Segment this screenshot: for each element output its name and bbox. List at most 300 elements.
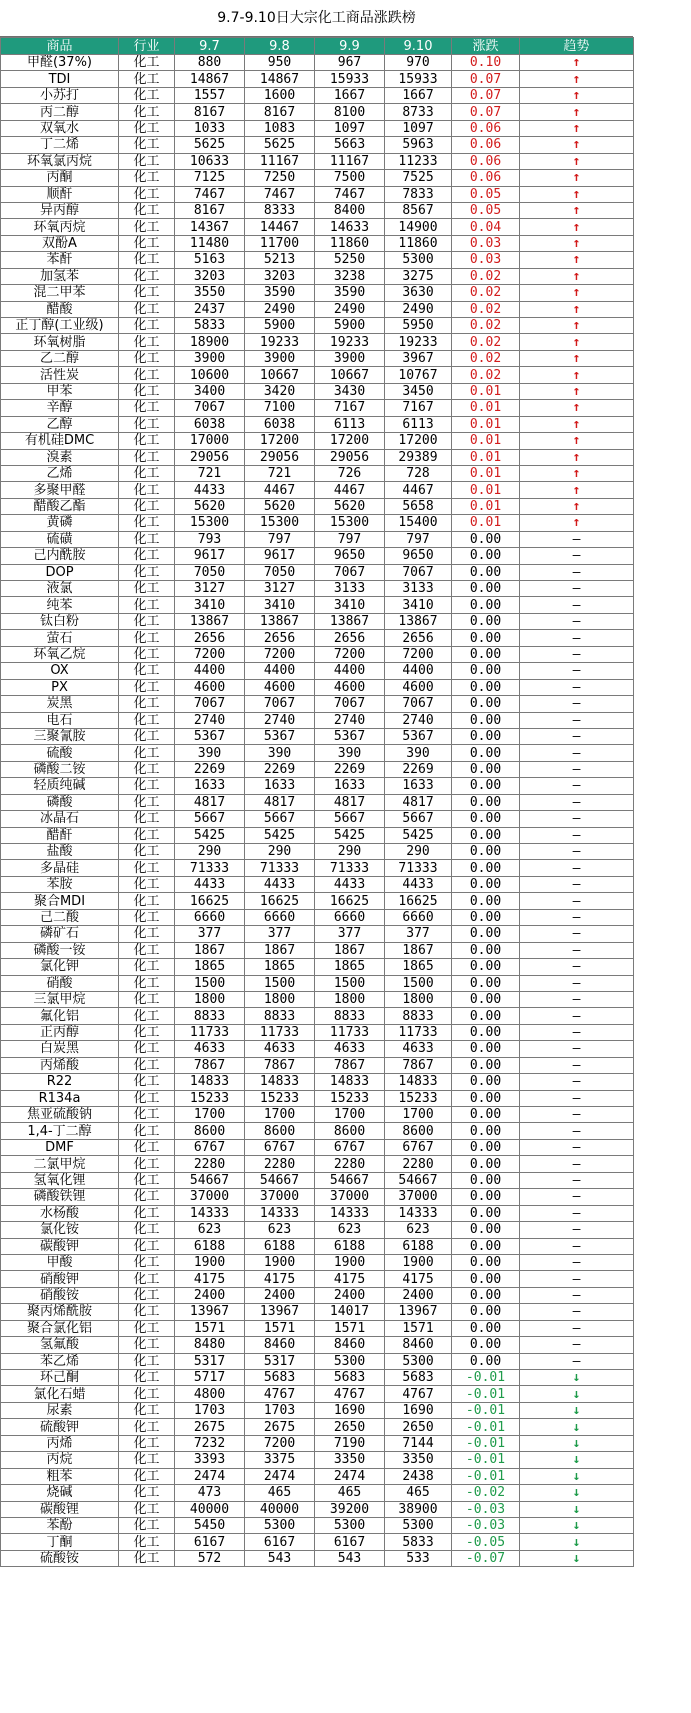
price-day-1: 473 [175,1485,245,1501]
change-value: 0.02 [452,334,520,350]
trend-cell [520,416,634,432]
commodity-name: 粗苯 [1,1468,119,1484]
trend-flat-dash-icon: – [572,1008,581,1024]
trend-cell [520,696,634,712]
industry: 化工 [119,1107,175,1123]
price-day-4: 5300 [385,1517,452,1533]
price-day-3: 14633 [315,219,385,235]
price-day-1: 3127 [175,581,245,597]
price-day-1: 3400 [175,383,245,399]
header-date-2: 9.8 [245,38,315,55]
price-day-4: 5667 [385,811,452,827]
price-day-1: 14367 [175,219,245,235]
commodity-name: 醋酸乙酯 [1,498,119,514]
trend-up-arrow-icon: ↑ [572,186,581,202]
price-day-1: 5450 [175,1517,245,1533]
trend-cell [520,1386,634,1402]
table-row [1,597,634,613]
table-row [1,827,634,843]
change-value: 0.00 [452,926,520,942]
price-day-4: 7067 [385,564,452,580]
price-day-2: 2740 [245,712,315,728]
price-day-3: 3238 [315,268,385,284]
price-day-2: 623 [245,1222,315,1238]
price-day-4: 5367 [385,728,452,744]
price-day-1: 1865 [175,959,245,975]
trend-flat-dash-icon: – [572,1090,581,1106]
price-day-4: 728 [385,465,452,481]
price-day-1: 6188 [175,1238,245,1254]
price-day-1: 5667 [175,811,245,827]
trend-cell [520,1435,634,1451]
industry: 化工 [119,1123,175,1139]
industry: 化工 [119,1074,175,1090]
commodity-name: R134a [1,1090,119,1106]
commodity-name: 磷酸铁锂 [1,1189,119,1205]
price-day-3: 7867 [315,1057,385,1073]
trend-cell [520,87,634,103]
trend-cell [520,728,634,744]
trend-flat-dash-icon: – [572,975,581,991]
change-value: 0.00 [452,942,520,958]
price-day-4: 5683 [385,1370,452,1386]
change-value: 0.00 [452,893,520,909]
price-day-3: 7167 [315,400,385,416]
change-value: 0.00 [452,728,520,744]
trend-up-arrow-icon: ↑ [572,236,581,252]
commodity-name: 辛醇 [1,400,119,416]
price-day-1: 5367 [175,728,245,744]
price-day-1: 7232 [175,1435,245,1451]
commodity-name: 焦亚硫酸钠 [1,1107,119,1123]
table-row [1,202,634,218]
price-day-4: 2490 [385,301,452,317]
industry: 化工 [119,909,175,925]
price-day-2: 9617 [245,548,315,564]
industry: 化工 [119,794,175,810]
commodity-name: 氯化石蜡 [1,1386,119,1402]
table-row [1,318,634,334]
trend-flat-dash-icon: – [572,909,581,925]
price-day-1: 6167 [175,1534,245,1550]
price-day-4: 2280 [385,1156,452,1172]
price-day-4: 4175 [385,1271,452,1287]
industry: 化工 [119,334,175,350]
price-day-2: 7067 [245,696,315,712]
price-day-2: 5620 [245,498,315,514]
industry: 化工 [119,318,175,334]
table-row [1,482,634,498]
price-day-4: 15933 [385,71,452,87]
price-day-3: 10667 [315,367,385,383]
price-day-2: 465 [245,1485,315,1501]
change-value: -0.01 [452,1435,520,1451]
table-row [1,449,634,465]
price-day-3: 8460 [315,1337,385,1353]
change-value: 0.00 [452,597,520,613]
commodity-name: 己二酸 [1,909,119,925]
price-day-2: 2656 [245,630,315,646]
price-day-2: 1865 [245,959,315,975]
price-day-2: 797 [245,531,315,547]
table-row [1,120,634,136]
commodity-name: R22 [1,1074,119,1090]
price-day-2: 4633 [245,1041,315,1057]
table-row [1,778,634,794]
trend-flat-dash-icon: – [572,1304,581,1320]
price-day-4: 2740 [385,712,452,728]
trend-cell [520,1074,634,1090]
price-day-2: 13867 [245,613,315,629]
commodity-name: 苯胺 [1,876,119,892]
price-day-1: 1700 [175,1107,245,1123]
table-row [1,1485,634,1501]
price-day-2: 3375 [245,1452,315,1468]
commodity-name: 氯化铵 [1,1222,119,1238]
trend-flat-dash-icon: – [572,679,581,695]
table-row [1,1139,634,1155]
table-row [1,1107,634,1123]
price-day-2: 3127 [245,581,315,597]
trend-cell [520,548,634,564]
price-day-2: 4600 [245,679,315,695]
industry: 化工 [119,1485,175,1501]
table-row [1,581,634,597]
price-day-2: 377 [245,926,315,942]
price-day-2: 7200 [245,646,315,662]
price-day-1: 13967 [175,1304,245,1320]
change-value: 0.00 [452,827,520,843]
table-row [1,745,634,761]
price-day-2: 5367 [245,728,315,744]
change-value: 0.02 [452,285,520,301]
price-day-3: 71333 [315,860,385,876]
table-row [1,1172,634,1188]
industry: 化工 [119,827,175,843]
trend-up-arrow-icon: ↑ [572,252,581,268]
price-day-2: 3410 [245,597,315,613]
commodity-name: 聚合氯化铝 [1,1320,119,1336]
price-day-3: 29056 [315,449,385,465]
change-value: -0.01 [452,1468,520,1484]
trend-flat-dash-icon: – [572,663,581,679]
price-day-1: 40000 [175,1501,245,1517]
table-title: 9.7-9.10日大宗化工商品涨跌榜 [0,0,633,37]
price-day-3: 1571 [315,1320,385,1336]
commodity-name: 氢氟酸 [1,1337,119,1353]
table-row [1,1304,634,1320]
trend-up-arrow-icon: ↑ [572,466,581,482]
trend-cell [520,679,634,695]
change-value: 0.00 [452,581,520,597]
industry: 化工 [119,1550,175,1566]
commodity-name: 活性炭 [1,367,119,383]
price-day-3: 465 [315,1485,385,1501]
price-day-4: 15233 [385,1090,452,1106]
table-row [1,104,634,120]
industry: 化工 [119,1517,175,1533]
trend-cell [520,433,634,449]
header-change: 涨跌 [452,38,520,55]
price-day-1: 7867 [175,1057,245,1073]
change-value: 0.00 [452,613,520,629]
trend-cell [520,1041,634,1057]
commodity-name: 黄磷 [1,515,119,531]
price-day-4: 2650 [385,1419,452,1435]
commodity-name: TDI [1,71,119,87]
price-day-2: 8460 [245,1337,315,1353]
industry: 化工 [119,1008,175,1024]
industry: 化工 [119,1501,175,1517]
price-day-3: 8600 [315,1123,385,1139]
commodity-name: OX [1,663,119,679]
price-day-1: 1500 [175,975,245,991]
trend-cell [520,252,634,268]
table-row [1,1287,634,1303]
price-day-2: 15300 [245,515,315,531]
industry: 化工 [119,1172,175,1188]
table-row [1,564,634,580]
trend-cell [520,1337,634,1353]
price-day-3: 11167 [315,153,385,169]
price-day-4: 2656 [385,630,452,646]
industry: 化工 [119,581,175,597]
table-row [1,71,634,87]
price-day-1: 2675 [175,1419,245,1435]
industry: 化工 [119,55,175,71]
trend-cell [520,1090,634,1106]
trend-down-arrow-icon: ↓ [572,1551,581,1567]
change-value: 0.00 [452,975,520,991]
price-day-1: 793 [175,531,245,547]
table-row [1,515,634,531]
industry: 化工 [119,663,175,679]
price-day-2: 3900 [245,350,315,366]
change-value: 0.00 [452,1320,520,1336]
price-day-3: 377 [315,926,385,942]
price-day-4: 4600 [385,679,452,695]
commodity-name: 氯化钾 [1,959,119,975]
price-day-1: 13867 [175,613,245,629]
change-value: -0.01 [452,1386,520,1402]
trend-cell [520,1353,634,1369]
price-day-4: 1571 [385,1320,452,1336]
commodity-name: 溴素 [1,449,119,465]
price-day-3: 37000 [315,1189,385,1205]
change-value: 0.01 [452,465,520,481]
table-row [1,548,634,564]
table-row [1,153,634,169]
commodity-name: 三氯甲烷 [1,991,119,1007]
commodity-name: 双氧水 [1,120,119,136]
trend-cell [520,1123,634,1139]
price-day-2: 19233 [245,334,315,350]
table-row [1,926,634,942]
price-day-4: 3967 [385,350,452,366]
industry: 化工 [119,416,175,432]
price-day-3: 3350 [315,1452,385,1468]
change-value: 0.07 [452,87,520,103]
change-value: 0.00 [452,778,520,794]
change-value: 0.02 [452,301,520,317]
industry: 化工 [119,120,175,136]
price-day-3: 2490 [315,301,385,317]
table-row [1,334,634,350]
trend-flat-dash-icon: – [572,1255,581,1271]
price-day-1: 3550 [175,285,245,301]
price-day-2: 1571 [245,1320,315,1336]
trend-cell [520,959,634,975]
trend-cell [520,844,634,860]
price-day-3: 2656 [315,630,385,646]
trend-flat-dash-icon: – [572,1123,581,1139]
trend-flat-dash-icon: – [572,729,581,745]
industry: 化工 [119,1024,175,1040]
price-day-4: 390 [385,745,452,761]
price-day-3: 14833 [315,1074,385,1090]
table-row [1,87,634,103]
price-day-4: 54667 [385,1172,452,1188]
change-value: 0.00 [452,712,520,728]
trend-up-arrow-icon: ↑ [572,318,581,334]
price-day-4: 1867 [385,942,452,958]
price-day-2: 390 [245,745,315,761]
price-day-1: 377 [175,926,245,942]
table-row [1,416,634,432]
change-value: 0.00 [452,1238,520,1254]
industry: 化工 [119,186,175,202]
industry: 化工 [119,531,175,547]
trend-up-arrow-icon: ↑ [572,334,581,350]
trend-down-arrow-icon: ↓ [572,1485,581,1501]
price-day-4: 4767 [385,1386,452,1402]
change-value: 0.00 [452,1008,520,1024]
price-day-3: 5300 [315,1353,385,1369]
commodity-name: 硝酸 [1,975,119,991]
commodity-name: 丙酮 [1,170,119,186]
price-day-4: 1500 [385,975,452,991]
commodity-name: 丙烯 [1,1435,119,1451]
trend-cell [520,120,634,136]
price-day-3: 2280 [315,1156,385,1172]
trend-cell [520,811,634,827]
table-row [1,350,634,366]
price-day-2: 17200 [245,433,315,449]
commodity-name: 丙烷 [1,1452,119,1468]
table-row [1,1435,634,1451]
trend-flat-dash-icon: – [572,696,581,712]
table-row [1,1452,634,1468]
price-day-4: 4433 [385,876,452,892]
trend-up-arrow-icon: ↑ [572,219,581,235]
trend-flat-dash-icon: – [572,1172,581,1188]
price-day-2: 1900 [245,1254,315,1270]
price-day-4: 533 [385,1550,452,1566]
trend-cell [520,712,634,728]
commodity-name: 磷矿石 [1,926,119,942]
price-day-3: 1667 [315,87,385,103]
price-day-1: 15233 [175,1090,245,1106]
price-day-3: 11860 [315,235,385,251]
price-day-1: 8833 [175,1008,245,1024]
change-value: 0.01 [452,400,520,416]
price-day-1: 4175 [175,1271,245,1287]
price-day-2: 7250 [245,170,315,186]
change-value: 0.02 [452,367,520,383]
trend-cell [520,1024,634,1040]
price-day-4: 16625 [385,893,452,909]
price-day-1: 7125 [175,170,245,186]
price-day-3: 5900 [315,318,385,334]
price-day-3: 13867 [315,613,385,629]
trend-flat-dash-icon: – [572,926,581,942]
price-day-4: 4633 [385,1041,452,1057]
table-row [1,1090,634,1106]
price-day-4: 1900 [385,1254,452,1270]
price-day-2: 5683 [245,1370,315,1386]
price-day-1: 8167 [175,104,245,120]
trend-up-arrow-icon: ↑ [572,88,581,104]
price-day-1: 7200 [175,646,245,662]
price-day-3: 7500 [315,170,385,186]
price-day-1: 4600 [175,679,245,695]
price-day-4: 14833 [385,1074,452,1090]
trend-up-arrow-icon: ↑ [572,137,581,153]
industry: 化工 [119,1254,175,1270]
commodity-name: 丁酮 [1,1534,119,1550]
price-day-3: 5425 [315,827,385,843]
trend-cell [520,860,634,876]
price-day-2: 14867 [245,71,315,87]
change-value: 0.05 [452,202,520,218]
trend-cell [520,268,634,284]
trend-up-arrow-icon: ↑ [572,482,581,498]
change-value: 0.10 [452,55,520,71]
trend-flat-dash-icon: – [572,811,581,827]
trend-cell [520,1238,634,1254]
price-day-2: 543 [245,1550,315,1566]
industry: 化工 [119,942,175,958]
price-day-4: 5963 [385,137,452,153]
price-day-2: 5300 [245,1517,315,1533]
trend-cell [520,1468,634,1484]
price-day-1: 1033 [175,120,245,136]
table-row [1,252,634,268]
price-day-4: 2269 [385,761,452,777]
price-day-2: 1500 [245,975,315,991]
change-value: 0.00 [452,844,520,860]
trend-up-arrow-icon: ↑ [572,416,581,432]
trend-flat-dash-icon: – [572,942,581,958]
price-day-1: 7067 [175,400,245,416]
table-row [1,1123,634,1139]
trend-flat-dash-icon: – [572,1205,581,1221]
price-day-2: 1633 [245,778,315,794]
trend-flat-dash-icon: – [572,844,581,860]
table-row [1,1386,634,1402]
table-row [1,55,634,71]
trend-flat-dash-icon: – [572,778,581,794]
trend-cell [520,1419,634,1435]
commodity-name: 三聚氰胺 [1,728,119,744]
price-day-3: 19233 [315,334,385,350]
industry: 化工 [119,926,175,942]
price-day-1: 6038 [175,416,245,432]
price-day-1: 16625 [175,893,245,909]
trend-flat-dash-icon: – [572,1271,581,1287]
price-day-2: 4467 [245,482,315,498]
trend-cell [520,597,634,613]
